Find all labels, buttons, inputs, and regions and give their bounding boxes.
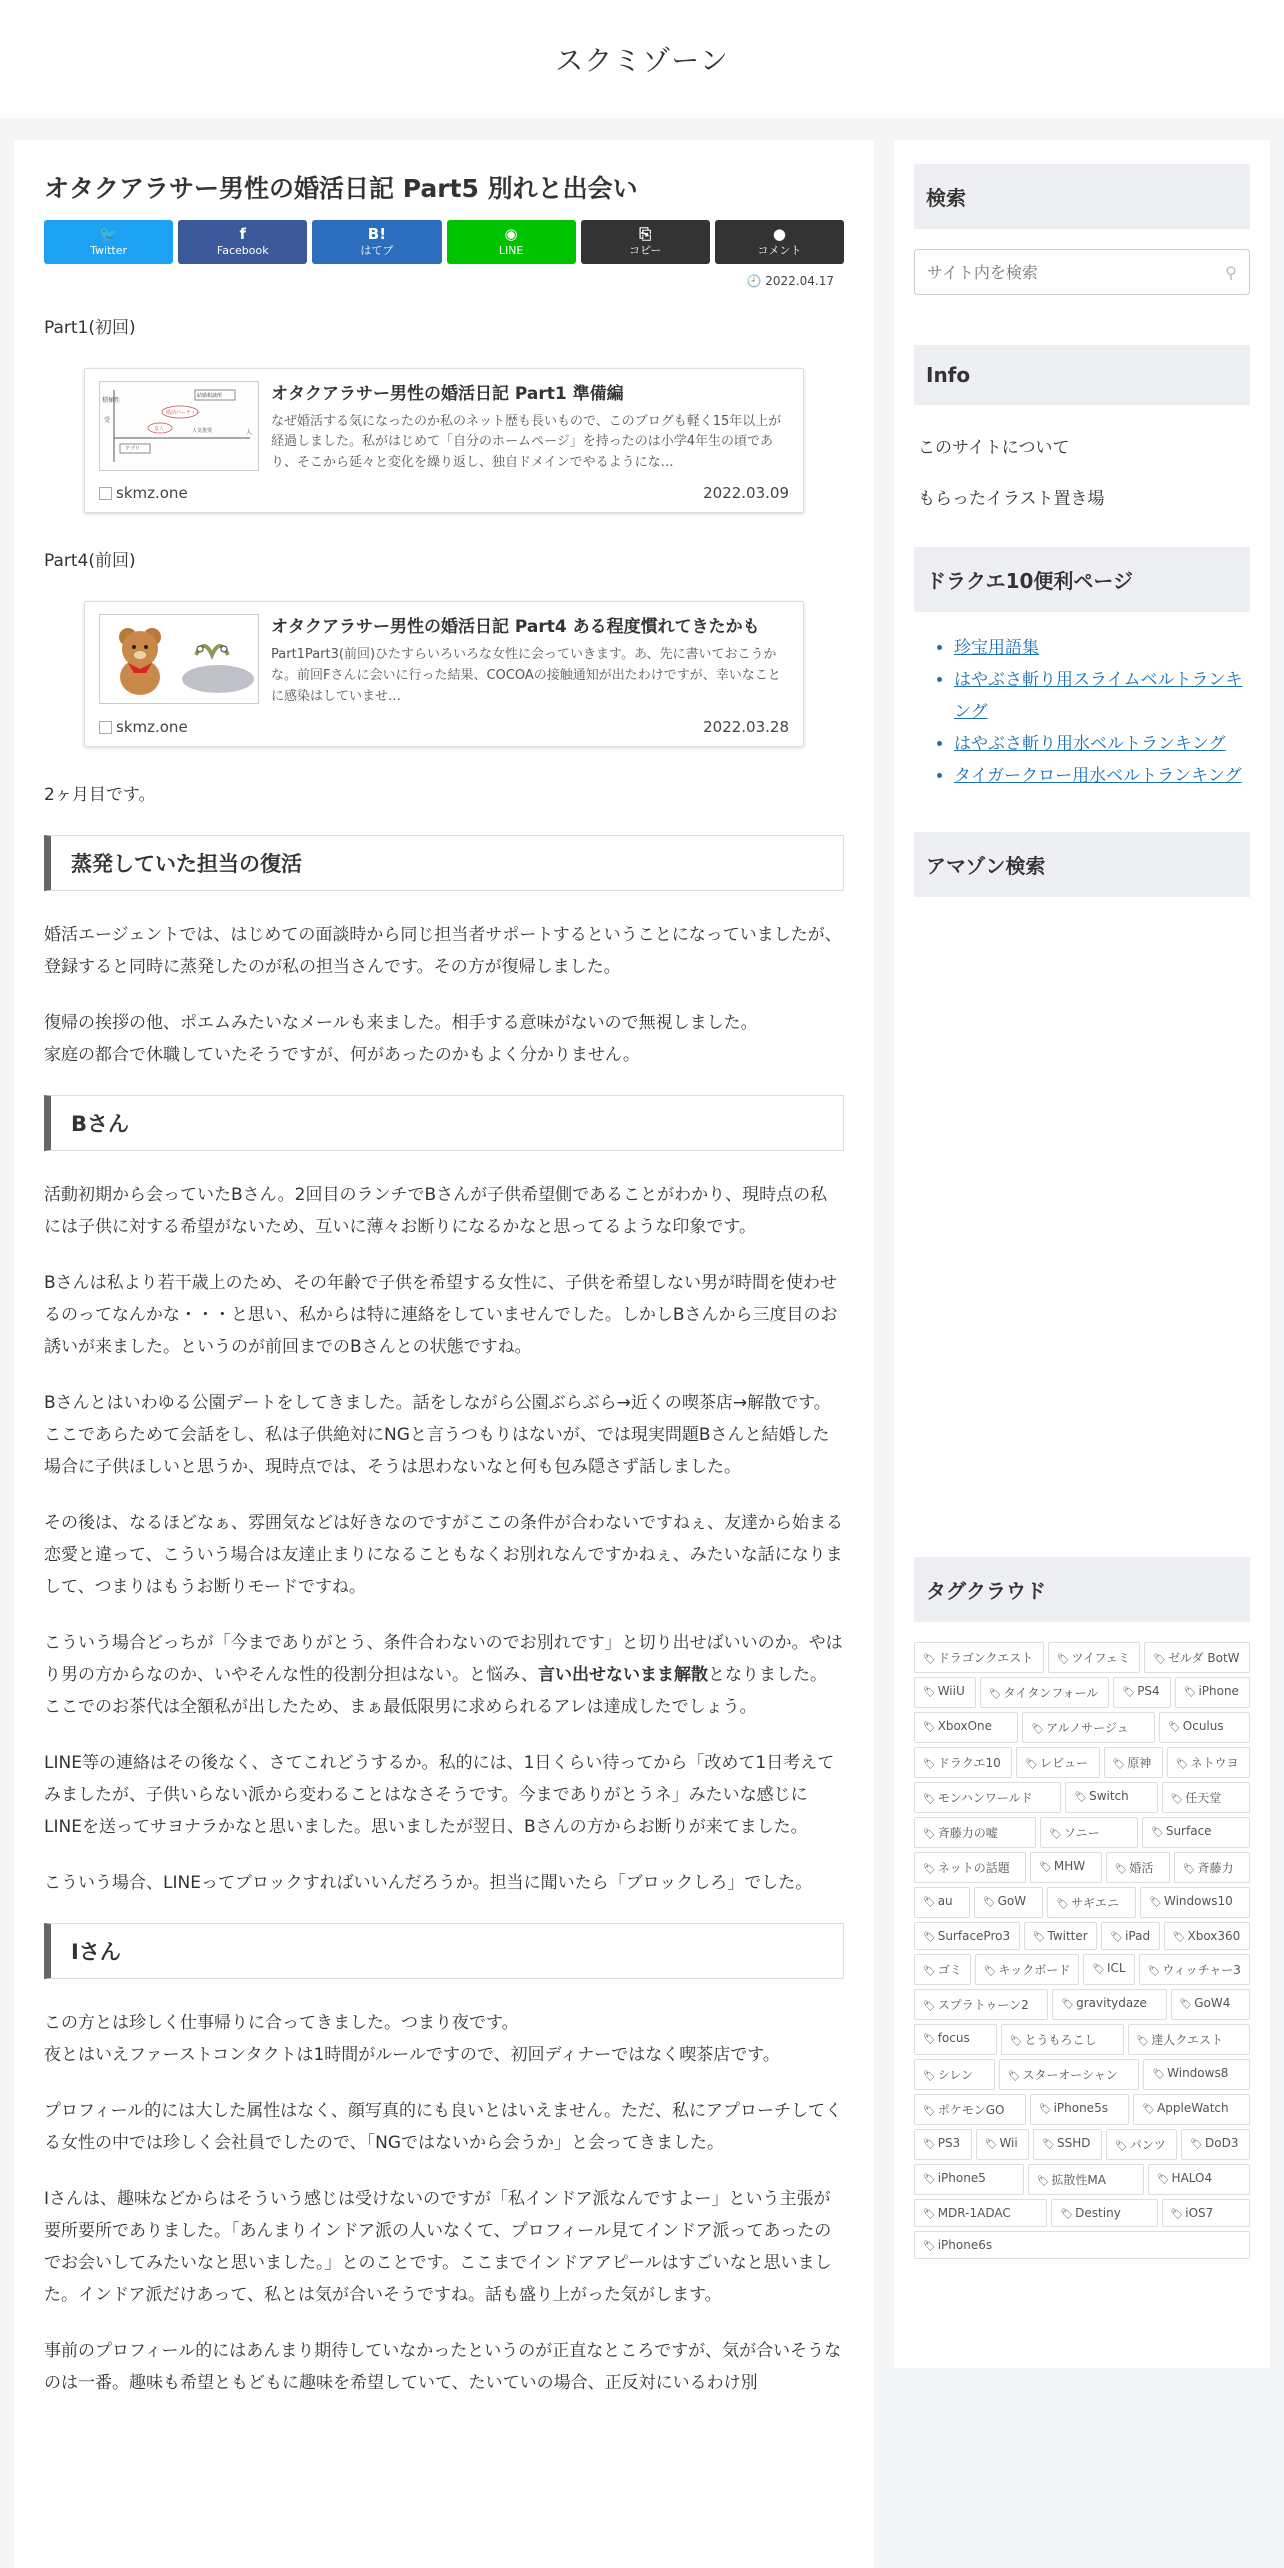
favicon-icon	[99, 721, 112, 734]
tag-link[interactable]: 🏷 斉藤力	[1174, 1852, 1250, 1883]
share-twitter-button[interactable]: 🐦 Twitter	[44, 220, 173, 264]
blogcard-part1-site: skmz.one	[99, 484, 188, 502]
paragraph: 2ヶ月目です。	[44, 784, 156, 805]
tag-link[interactable]: 🏷 iPhone6s	[914, 2231, 1250, 2259]
tag-icon: 🏷	[988, 1689, 1002, 1700]
article-title: オタクアラサー男性の婚活日記 Part5 別れと出会い	[44, 174, 638, 203]
tag-icon: 🏷	[1149, 1897, 1162, 1908]
tag-link[interactable]: 🏷 タイタンフォール	[980, 1677, 1110, 1708]
tag-icon: 🏷	[1031, 1724, 1045, 1735]
search-box	[914, 249, 1250, 295]
tag-icon: 🏷	[1060, 2209, 1074, 2220]
tag-link[interactable]: 🏷 iPhone5	[914, 2164, 1024, 2195]
tag-icon: 🏷	[923, 1794, 936, 1805]
blogcard-part1-thumbnail	[99, 381, 259, 471]
tag-link[interactable]: 🏷 Wii	[976, 2129, 1030, 2160]
blogcard-part4[interactable]	[84, 601, 804, 747]
tag-link[interactable]: 🏷 iOS7	[1162, 2199, 1250, 2227]
dq-link[interactable]: • はやぶさ斬り用水ベルトランキング	[954, 728, 1250, 760]
tag-link[interactable]: 🏷 アルノサージュ	[1022, 1712, 1155, 1743]
tag-cloud	[914, 1642, 1250, 2259]
part4-label: Part4(前回)	[44, 551, 136, 572]
thumb-label: 積極性	[102, 396, 121, 404]
blogcard-part1-date: 2022.03.09	[703, 484, 789, 503]
tag-link[interactable]: 🏷 スターオーシャン	[999, 2059, 1140, 2090]
tag-link[interactable]: 🏷 au	[914, 1887, 970, 1918]
tag-link[interactable]: 🏷 スプラトゥーン2	[914, 1989, 1048, 2020]
share-buttons	[44, 220, 844, 264]
tag-link[interactable]: 🏷 サギエニ	[1047, 1887, 1136, 1918]
thumb-label: アプリ	[125, 445, 140, 452]
blogcard-part4-date: 2022.03.28	[703, 717, 789, 736]
tag-link[interactable]: 🏷 ソニー	[1040, 1817, 1138, 1848]
share-facebook-button[interactable]: f Facebook	[178, 220, 307, 264]
tag-icon: 🏷	[923, 1722, 936, 1733]
tag-icon: 🏷	[923, 1966, 936, 1977]
tag-icon: 🏷	[1114, 1864, 1128, 1875]
tag-icon: 🏷	[923, 2106, 936, 2117]
paragraph: 活動初期から会っていたBさん。2回目のランチでBさんが子供希望側であることがわかり、現時点の私には子供に対する希望がないため、互いに薄々お断りになるかなと思ってるような印象です。	[44, 1184, 828, 1237]
tag-link[interactable]: 🏷 パンツ	[1106, 2129, 1177, 2160]
tag-icon: 🏷	[923, 1829, 936, 1840]
tag-icon: 🏷	[1122, 1687, 1136, 1698]
copy-icon: ⎘	[639, 224, 652, 243]
tag-link[interactable]: 🏷 拡散性MA	[1028, 2164, 1144, 2195]
tag-link[interactable]: 🏷 ツイフェミ	[1048, 1642, 1141, 1673]
tag-icon: 🏷	[1110, 1932, 1124, 1943]
paragraph: Bさんは私より若干歳上のため、その年齢で子供を希望する女性に、子供を希望しない男が時間を使わせるのってなんかな・・・と思い、私からは特に連絡をしていませんでした。しかしBさんから三度目のお誘いが来ました。というのが前回までのBさんとの状態ですね。	[44, 1272, 838, 1357]
tag-icon: 🏷	[1175, 1759, 1189, 1770]
paragraph: 復帰の挨拶の他、ポエムみたいなメールも来ました。相手する意味がないので無視しました。 家庭の都合で休職していたそうですが、何があったのかもよく分かりません。	[44, 1012, 758, 1065]
paragraph: Iさんは、趣味などからはそういう感じは受けないのですが「私インドア派なんですよー」という主張が要所要所でありました。「あんまりインドア派の人いなくて、プロフィール見てインドア派ってあったのでお会いしてみたいなと思いました。」とのことです。ここまでインドアアピールはすごいなと思いました。インドア派だけあって、私とは気が合いそうですね。話も盛り上がった気がします。	[44, 2188, 832, 2305]
tag-link[interactable]: 🏷 XboxOne	[914, 1712, 1018, 1743]
tag-link[interactable]: 🏷 ICL	[1083, 1954, 1134, 1985]
tag-icon: 🏷	[923, 2139, 936, 2150]
tag-icon: 🏷	[923, 1897, 936, 1908]
tag-link[interactable]: 🏷 ポケモンGO	[914, 2094, 1026, 2125]
tag-icon: 🏷	[1170, 1794, 1184, 1805]
tag-icon: 🏷	[923, 1654, 936, 1665]
tag-icon: 🏷	[1007, 2071, 1021, 2082]
search-icon[interactable]: ⚲	[1225, 262, 1237, 282]
tag-link[interactable]: 🏷 MHW	[1030, 1852, 1101, 1883]
paragraph: LINE等の連絡はその後なく、さてこれどうするか。私的には、1日くらい待ってから「改めて1日考えてみましたが、子供いらない派から変わることはなさそうです。今までありがとうネ」みたいな感じにLINEを送ってサヨナラかなと思いました。思いましたが翌日、Bさんの方からお断りが来てました。	[44, 1752, 835, 1837]
tag-link[interactable]: 🏷 Twitter	[1024, 1922, 1098, 1950]
tag-link[interactable]: 🏷 DoD3	[1181, 2129, 1250, 2160]
tag-link[interactable]: 🏷 gravitydaze	[1052, 1989, 1166, 2020]
tag-link[interactable]: 🏷 Switch	[1065, 1782, 1157, 1813]
tag-link[interactable]: 🏷 ドラクエ10	[914, 1747, 1012, 1778]
tag-link[interactable]: 🏷 HALO4	[1148, 2164, 1250, 2195]
tag-link[interactable]: 🏷 任天堂	[1162, 1782, 1250, 1813]
paragraph: この方とは珍しく仕事帰りに合ってきました。つまり夜です。 夜とはいえファーストコンタクトは1時間がルールですので、初回ディナーではなく喫茶店です。	[44, 2012, 780, 2065]
tag-icon: 🏷	[982, 1897, 996, 1908]
tag-icon: 🏷	[923, 2174, 936, 2185]
tag-link[interactable]: 🏷 PS4	[1113, 1677, 1170, 1708]
paragraph: 事前のプロフィール的にはあんまり期待していなかったというのが正直なところですが、気が合いそうなのは一番。趣味も希望ともどもに趣味を希望していて、たいていの場合、正反対にいるわけ別	[44, 2340, 842, 2393]
blogcard-part1-snippet: なぜ婚活する気になったのか私のネット歴も長いもので、このブログも軽く15年以上が経過しました。私がはじめて「自分のホームページ」を持ったのは小学4年生の頃であり、そこから延々と変化を繰り返し、独自ドメインでやるようにな…	[271, 413, 782, 471]
tag-icon: 🏷	[1182, 1864, 1196, 1875]
tag-icon: 🏷	[1056, 1899, 1070, 1910]
page-wrap	[0, 118, 1284, 2568]
paragraph: 婚活エージェントでは、はじめての面談時から同じ担当者サポートするということになっていましたが、登録すると同時に蒸発したのが私の担当さんです。その方が復帰しました。	[44, 924, 842, 977]
favicon-icon	[99, 487, 112, 500]
tag-icon: 🏷	[1152, 2069, 1166, 2080]
info-link-about[interactable]: このサイトについて	[918, 438, 1070, 458]
tag-link[interactable]: 🏷 PS3	[914, 2129, 972, 2160]
tag-icon: 🏷	[1074, 1792, 1088, 1803]
tag-icon: 🏷	[1036, 2176, 1050, 2187]
tag-icon: 🏷	[923, 2034, 936, 2045]
tag-link[interactable]: 🏷 WiiU	[914, 1677, 976, 1708]
tag-icon: 🏷	[1179, 1999, 1193, 2010]
part1-label: Part1(初回)	[44, 317, 136, 338]
paragraph: プロフィール的には大した属性はなく、顔写真的にも良いとはいえません。ただ、私にアプローチしてくる女性の中では珍しく会社員でしたので、「NGではないから会うか」と会ってきました。	[44, 2100, 842, 2153]
blogcard-part1[interactable]	[84, 368, 804, 514]
post-date: 🕘 2022.04.17	[746, 273, 834, 288]
tag-link[interactable]: 🏷 とうもろこし	[1001, 2024, 1124, 2055]
thumb-label: 人	[246, 428, 253, 436]
dq-link-list	[914, 632, 1250, 792]
paragraph: こういう場合どっちが「今までありがとう、条件合わないのでお別れです」と切り出せばいいのか。やはり男の方からなのか、いやそんな性的役割分担はない。と悩み、言い出せないまま解散となりました。ここでのお茶代は全額私が出したため、まぁ最低限男に求められるアレは達成したでしょう。	[44, 1632, 843, 1717]
tag-link[interactable]: 🏷 ドラゴンクエスト	[914, 1642, 1044, 1673]
share-hatebu-button[interactable]: B! はてブ	[312, 220, 441, 264]
amazon-widget-area	[914, 917, 1250, 1557]
tag-link[interactable]: 🏷 iPad	[1101, 1922, 1159, 1950]
tag-icon: 🏷	[1049, 1829, 1062, 1840]
tag-icon: 🏷	[1032, 1932, 1046, 1943]
line-icon: ◉	[504, 224, 518, 243]
blogcard-part4-thumbnail	[99, 614, 259, 704]
section-heading: Iさん	[44, 1923, 844, 1979]
tag-icon: 🏷	[923, 2001, 936, 2012]
comment-icon: ●	[772, 224, 786, 243]
hatebu-icon: B!	[367, 224, 387, 243]
tag-icon: 🏷	[923, 2209, 936, 2220]
tag-icon: 🏷	[983, 1966, 997, 1977]
tag-icon: 🏷	[1170, 2209, 1184, 2220]
sidebar	[894, 140, 1270, 2368]
tag-icon: 🏷	[1025, 1759, 1038, 1770]
bold-text: 言い出せないまま解散	[538, 1664, 709, 1685]
tag-icon: 🏷	[1115, 2141, 1128, 2152]
blogcard-part4-site: skmz.one	[99, 718, 188, 736]
blogcard-part4-title[interactable]: オタクアラサー男性の婚活日記 Part4 ある程度慣れてきたかも	[271, 617, 760, 638]
tag-link[interactable]: 🏷 GoW	[974, 1887, 1043, 1918]
tagcloud-widget-title: タグクラウド	[914, 1557, 1250, 1622]
tag-link[interactable]: 🏷 Oculus	[1159, 1712, 1250, 1743]
article-main	[14, 140, 874, 2568]
facebook-icon: f	[239, 224, 247, 243]
tag-icon: 🏷	[1190, 2139, 1203, 2150]
info-widget-title: Info	[914, 345, 1250, 405]
tag-icon: 🏷	[1183, 1687, 1197, 1698]
dq-widget-title: ドラクエ10便利ページ	[914, 547, 1250, 612]
dq-link[interactable]: • 珍宝用語集	[954, 632, 1250, 664]
share-copy-button[interactable]: ⎘ コピー	[581, 220, 710, 264]
tag-link[interactable]: 🏷 AppleWatch	[1133, 2094, 1250, 2125]
search-input[interactable]	[927, 263, 1207, 282]
blogcard-part4-snippet: Part1Part3(前回)ひたすらいろいろな女性に会っていきます。あ、先に書いておこうかな。前回Fさんに会いに行った結果、COCOAの接触通知が出たわけですが、幸いなことに感染はしていませ…	[271, 647, 781, 704]
tag-icon: 🏷	[1039, 1862, 1052, 1873]
amazon-widget-title: アマゾン検索	[914, 832, 1250, 897]
tag-link[interactable]: 🏷 Xbox360	[1164, 1922, 1250, 1950]
tag-icon: 🏷	[1056, 1654, 1070, 1665]
share-comment-button[interactable]: ● コメント	[715, 220, 844, 264]
tag-link[interactable]: 🏷 ネトウヨ	[1167, 1747, 1250, 1778]
tag-icon: 🏷	[1009, 2036, 1023, 2047]
thumb-label: 婚活パーティー	[166, 409, 201, 416]
tag-link[interactable]: 🏷 斉藤力の嘘	[914, 1817, 1036, 1848]
site-title[interactable]: スクミゾーン	[555, 44, 729, 77]
tag-icon: 🏷	[1147, 1966, 1161, 1977]
tag-icon: 🏷	[923, 1687, 936, 1698]
section-heading: 蒸発していた担当の復活	[44, 835, 844, 891]
tag-link[interactable]: 🏷 GoW4	[1171, 1989, 1250, 2020]
tag-icon: 🏷	[1042, 2139, 1055, 2150]
thumb-label: 受	[104, 416, 111, 424]
dq-link[interactable]: • タイガークロー用水ベルトランキング	[954, 760, 1250, 792]
thumb-label: 結婚相談所	[197, 392, 223, 399]
tag-icon: 🏷	[1061, 1999, 1075, 2010]
section-heading: Bさん	[44, 1095, 844, 1151]
tag-link[interactable]: 🏷 ネットの話題	[914, 1852, 1026, 1883]
tag-link[interactable]: 🏷 ウィッチャー3	[1139, 1954, 1250, 1985]
tag-icon: 🏷	[1112, 1759, 1126, 1770]
tag-icon: 🏷	[923, 1864, 936, 1875]
tag-icon: 🏷	[1151, 1827, 1164, 1838]
tag-icon: 🏷	[1092, 1964, 1106, 1975]
tag-icon: 🏷	[923, 2071, 936, 2082]
paragraph: その後は、なるほどなぁ、雰囲気などは好きなのですがここの条件が合わないですねぇ、友達から始まる恋愛と違って、こういう場合は友達止まりになることもなくお別れなんですかねぇ、みたいな話になりまして、つまりはもうお断りモードですね。	[44, 1512, 843, 1597]
twitter-icon: 🐦	[99, 224, 118, 243]
tag-link[interactable]: 🏷 focus	[914, 2024, 997, 2055]
paragraph: こういう場合、LINEってブロックすればいいんだろうか。担当に聞いたら「ブロックしろ」でした。	[44, 1872, 813, 1893]
tag-icon: 🏷	[923, 2241, 936, 2252]
share-line-button[interactable]: ◉ LINE	[447, 220, 576, 264]
thumb-label: 友人	[154, 425, 165, 432]
paragraph: Bさんとはいわゆる公園デートをしてきました。話をしながら公園ぶらぶら→近くの喫茶店→解散です。 ここであらためて会話をし、私は子供絶対にNGと言うつもりはないが、では現実問題Bさんと結婚した場合に子供ほしいと思うか、現時点では、そうは思わないなと何も包み隠さず話しました。	[44, 1392, 831, 1477]
tag-link[interactable]: 🏷 達人クエスト	[1128, 2024, 1251, 2055]
tag-link[interactable]: 🏷 SSHD	[1033, 2129, 1102, 2160]
tag-icon: 🏷	[923, 1759, 936, 1770]
tag-link[interactable]: 🏷 iPhone	[1175, 1677, 1250, 1708]
info-link-illust[interactable]: もらったイラスト置き場	[918, 489, 1105, 509]
tag-link[interactable]: 🏷 シレン	[914, 2059, 995, 2090]
tag-link[interactable]: 🏷 原神	[1104, 1747, 1163, 1778]
tag-link[interactable]: 🏷 Surface	[1142, 1817, 1250, 1848]
tag-link[interactable]: 🏷 Destiny	[1051, 2199, 1157, 2227]
tag-link[interactable]: 🏷 婚活	[1106, 1852, 1170, 1883]
tag-icon: 🏷	[1156, 2174, 1170, 2185]
site-header	[0, 0, 1284, 118]
tag-icon: 🏷	[1172, 1932, 1186, 1943]
clock-icon: 🕘	[746, 273, 766, 288]
tag-link[interactable]: 🏷 Windows10	[1140, 1887, 1250, 1918]
dq-link[interactable]: • はやぶさ斬り用スライムベルトランキング	[954, 664, 1250, 728]
tag-icon: 🏷	[1153, 1654, 1167, 1665]
thumb-label: 人気推奨	[192, 427, 213, 434]
tag-link[interactable]: 🏷 レビュー	[1016, 1747, 1099, 1778]
blogcard-part1-title[interactable]: オタクアラサー男性の婚活日記 Part1 準備編	[271, 383, 624, 404]
tag-link[interactable]: 🏷 モンハンワールド	[914, 1782, 1061, 1813]
tag-icon: 🏷	[984, 2139, 998, 2150]
tag-link[interactable]: 🏷 iPhone5s	[1030, 2094, 1130, 2125]
tag-icon: 🏷	[1168, 1722, 1181, 1733]
tag-icon: 🏷	[1136, 2036, 1150, 2047]
tag-link[interactable]: 🏷 キックボード	[975, 1954, 1080, 1985]
tag-icon: 🏷	[1142, 2104, 1156, 2115]
tag-link[interactable]: 🏷 ゴミ	[914, 1954, 971, 1985]
search-widget-title: 検索	[914, 164, 1250, 229]
tag-icon: 🏷	[923, 1932, 936, 1943]
tag-link[interactable]: 🏷 Windows8	[1143, 2059, 1250, 2090]
tag-link[interactable]: 🏷 MDR-1ADAC	[914, 2199, 1047, 2227]
tag-link[interactable]: 🏷 ゼルダ BotW	[1144, 1642, 1250, 1673]
tag-link[interactable]: 🏷 SurfacePro3	[914, 1922, 1020, 1950]
tag-icon: 🏷	[1038, 2104, 1052, 2115]
